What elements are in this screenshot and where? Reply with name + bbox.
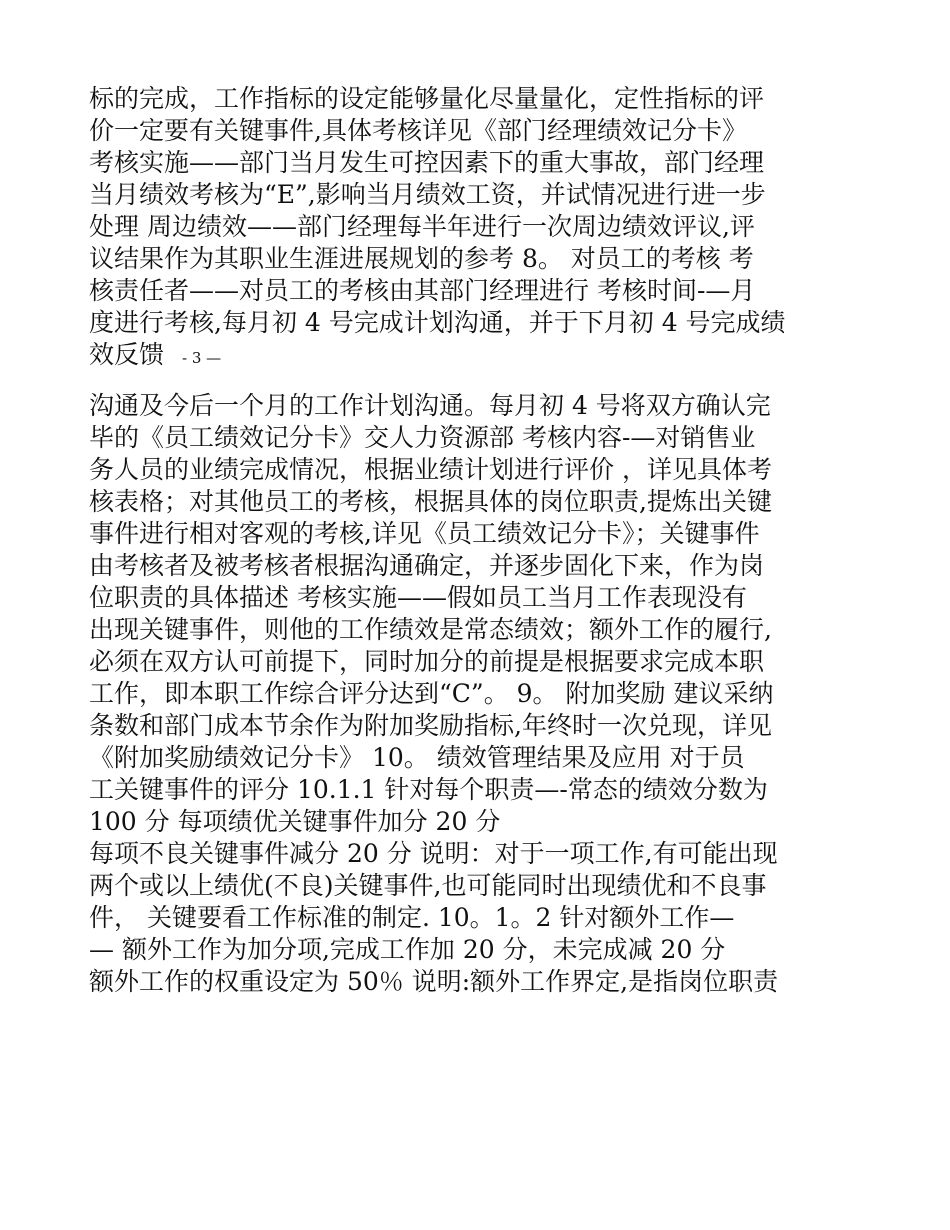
text-line: 核表格；对其他员工的考核，根据具体的岗位职责,提炼出关键 [89,487,772,516]
text-line: 事件进行相对客观的考核,详见《员工绩效记分卡》；关键事件 [89,519,760,548]
text-line: 标的完成，工作指标的设定能够量化尽量量化，定性指标的评 [89,84,765,113]
text-line: 核责任者——对员工的考核由其部门经理进行 考核时间-—月 [89,276,756,305]
text-line: 额外工作的权重设定为 50％ 说明:额外工作界定,是指岗位职责 [89,967,779,996]
text-line: 件， 关键要看工作标准的制定. 10。1。2 针对额外工作— [89,903,735,932]
text-line: 位职责的具体描述 考核实施——假如员工当月工作表现没有 [89,583,747,612]
text-line: 毕的《员工绩效记分卡》交人力资源部 考核内容-—对销售业 [89,423,756,452]
text-line: 两个或以上绩优(不良)关键事件,也可能同时出现绩优和不良事 [89,871,767,900]
text-line: 100 分 每项绩优关键事件加分 20 分 [89,807,501,836]
text-line: 价一定要有关键事件,具体考核详见《部门经理绩效记分卡》 [89,116,747,145]
text-line: 《附加奖励绩效记分卡》 10。 绩效管理结果及应用 对于员 [89,743,745,772]
text-line: 议结果作为其职业生涯进展规划的参考 8。 对员工的考核 考 [89,244,754,273]
text-line: 当月绩效考核为“E”,影响当月绩效工资，并试情况进行进一步 [89,180,766,209]
text-line: 度进行考核,每月初 4 号完成计划沟通，并于下月初 4 号完成绩 [89,308,786,337]
document-page [89,83,869,998]
text-line: 务人员的业绩完成情况，根据业绩计划进行评价 ，详见具体考 [89,455,772,484]
text-line-last [89,339,869,371]
text-line: 由考核者及被考核者根据沟通确定，并逐步固化下来，作为岗 [89,551,765,580]
text-line: 工作，即本职工作综合评分达到“C”。 9。 附加奖励 建议采纳 [89,679,774,708]
text-line: 沟通及今后一个月的工作计划沟通。每月初 4 号将双方确认完 [89,391,771,420]
text-line: 工关键事件的评分 10.1.1 针对每个职责—-常态的绩效分数为 [89,775,768,804]
text-line: 处理 周边绩效——部门经理每半年进行一次周边绩效评议,评 [89,212,755,241]
text-line: 必须在双方认可前提下，同时加分的前提是根据要求完成本职 [89,647,765,676]
text-line: 每项不良关键事件减分 20 分 说明：对于一项工作,有可能出现 [89,839,778,868]
text-line: 条数和部门成本节余作为附加奖励指标,年终时一次兑现，详见 [89,711,772,740]
text-fragment: 效反馈 [89,340,165,369]
page-number: - 3 — [182,349,222,367]
text-line: 出现关键事件，则他的工作绩效是常态绩效；额外工作的履行, [89,615,772,644]
text-line: 考核实施——部门当月发生可控因素下的重大事故，部门经理 [89,148,765,177]
text-line: — 额外工作为加分项,完成工作加 20 分，未完成减 20 分 [89,935,726,964]
